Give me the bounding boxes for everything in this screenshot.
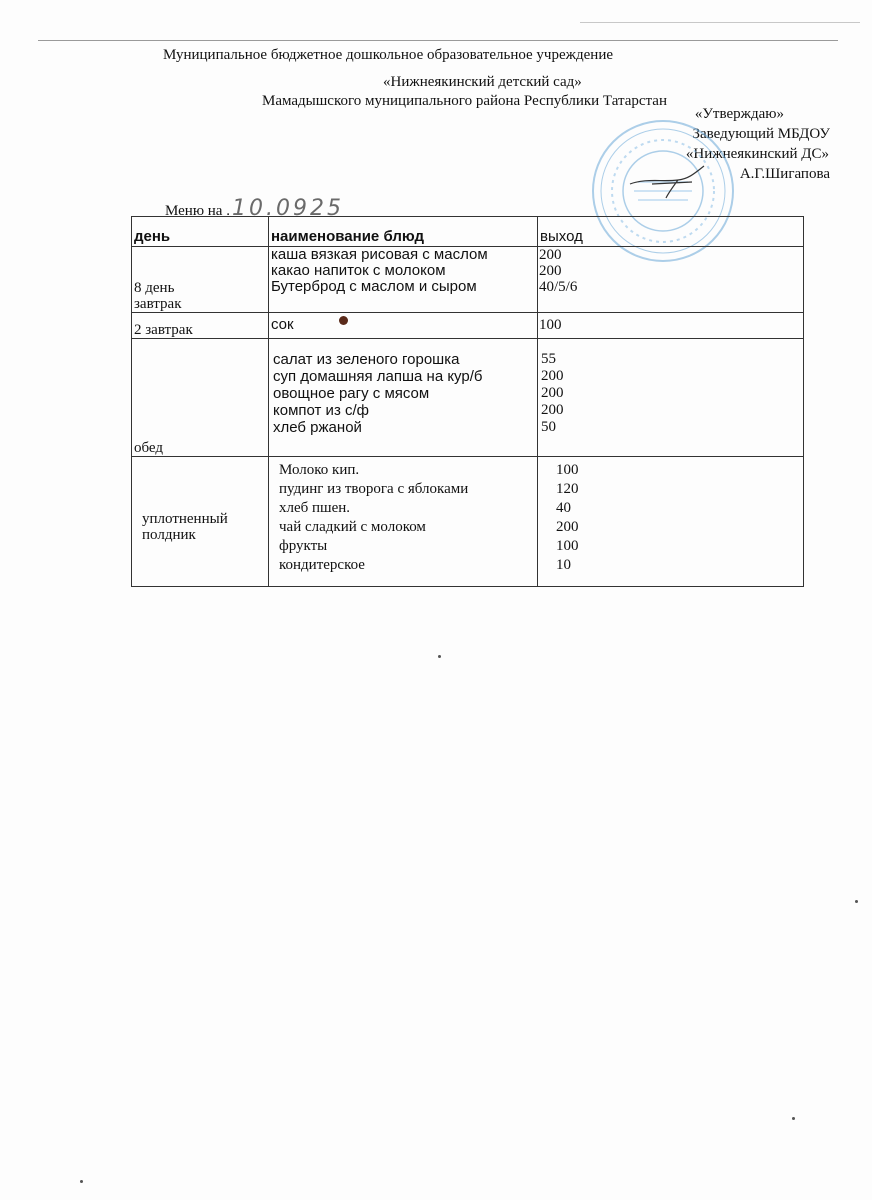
- scan-speck: [80, 1180, 83, 1183]
- scan-speck: [792, 1117, 795, 1120]
- dish-item: суп домашняя лапша на кур/б: [273, 368, 483, 385]
- scan-edge-line: [38, 40, 838, 41]
- dishes-cell: [269, 313, 538, 339]
- dishes-cell: [269, 339, 538, 457]
- dish-item: хлеб пшен.: [279, 500, 351, 516]
- dish-item: какао напиток с молоком: [271, 262, 446, 279]
- dish-item: пудинг из творога с яблоками: [279, 481, 469, 497]
- day-cell: [132, 457, 269, 587]
- portion-value: 50: [541, 419, 556, 435]
- portion-cell: [538, 339, 804, 457]
- scan-speck: [438, 655, 441, 658]
- district-name: Мамадышского муниципального района Республики Татарстан: [262, 93, 667, 109]
- dish-item: кондитерское: [279, 557, 365, 573]
- portion-value: 100: [556, 538, 579, 554]
- table-row: [132, 457, 804, 587]
- portion-value: 200: [539, 263, 562, 279]
- portion-value: 200: [541, 368, 564, 384]
- day-cell: [132, 339, 269, 457]
- scan-speck: [855, 900, 858, 903]
- table-row: [132, 339, 804, 457]
- approver-name: А.Г.Шигапова: [739, 166, 830, 182]
- portion-value: 100: [539, 317, 562, 333]
- table-row: [132, 247, 804, 313]
- meal-label: полдник: [142, 527, 196, 543]
- signature-icon: [622, 160, 722, 200]
- approval-organization: «Нижнеякинский ДС»: [685, 146, 829, 162]
- dish-item: Бутерброд с маслом и сыром: [271, 278, 477, 295]
- meal-label: 2 завтрак: [134, 322, 193, 338]
- portion-value: 10: [556, 557, 571, 573]
- dish-item: сок: [271, 316, 294, 333]
- dish-item: фрукты: [279, 538, 328, 554]
- menu-date-value: 10.0925: [231, 196, 344, 221]
- header-portion: выход: [538, 217, 804, 247]
- dish-item: овощное рагу с мясом: [273, 385, 430, 402]
- dish-item: салат из зеленого горошка: [273, 351, 460, 368]
- menu-table: [131, 216, 804, 587]
- portion-value: 55: [541, 351, 556, 367]
- portion-value: 200: [541, 402, 564, 418]
- portion-value: 200: [556, 519, 579, 535]
- kindergarten-name: «Нижнеякинский детский сад»: [383, 74, 582, 90]
- dishes-cell: [269, 247, 538, 313]
- portion-value: 40/5/6: [539, 279, 578, 295]
- dish-item: Молоко кип.: [279, 462, 360, 478]
- approval-title: «Утверждаю»: [694, 106, 784, 122]
- portion-cell: [538, 247, 804, 313]
- portion-cell: [538, 457, 804, 587]
- institution-name: Муниципальное бюджетное дошкольное образовательное учреждение: [163, 47, 613, 63]
- dish-item: хлеб ржаной: [273, 419, 362, 436]
- header-dishes: наименование блюд: [269, 217, 538, 247]
- portion-value: 200: [541, 385, 564, 401]
- meal-label: обед: [134, 440, 164, 456]
- scan-edge-line-faint: [580, 22, 860, 23]
- dish-item: компот из с/ф: [273, 402, 369, 419]
- dishes-cell: [269, 457, 538, 587]
- dish-item: каша вязкая рисовая с маслом: [271, 246, 488, 263]
- approval-position: Заведующий МБДОУ: [692, 126, 830, 142]
- portion-cell: [538, 313, 804, 339]
- meal-label: уплотненный: [142, 511, 228, 527]
- table-header-row: [132, 217, 804, 247]
- ink-blot: [339, 316, 348, 325]
- dish-item: чай сладкий с молоком: [279, 519, 426, 535]
- portion-value: 120: [556, 481, 579, 497]
- portion-value: 100: [556, 462, 579, 478]
- day-cell: [132, 247, 269, 313]
- portion-value: 200: [539, 247, 562, 263]
- day-label: 8 день: [134, 280, 175, 296]
- meal-label: завтрак: [134, 296, 182, 312]
- day-cell: [132, 313, 269, 339]
- portion-value: 40: [556, 500, 571, 516]
- table-row: [132, 313, 804, 339]
- header-day: день: [132, 217, 269, 247]
- menu-date-label: Меню на .: [165, 203, 230, 219]
